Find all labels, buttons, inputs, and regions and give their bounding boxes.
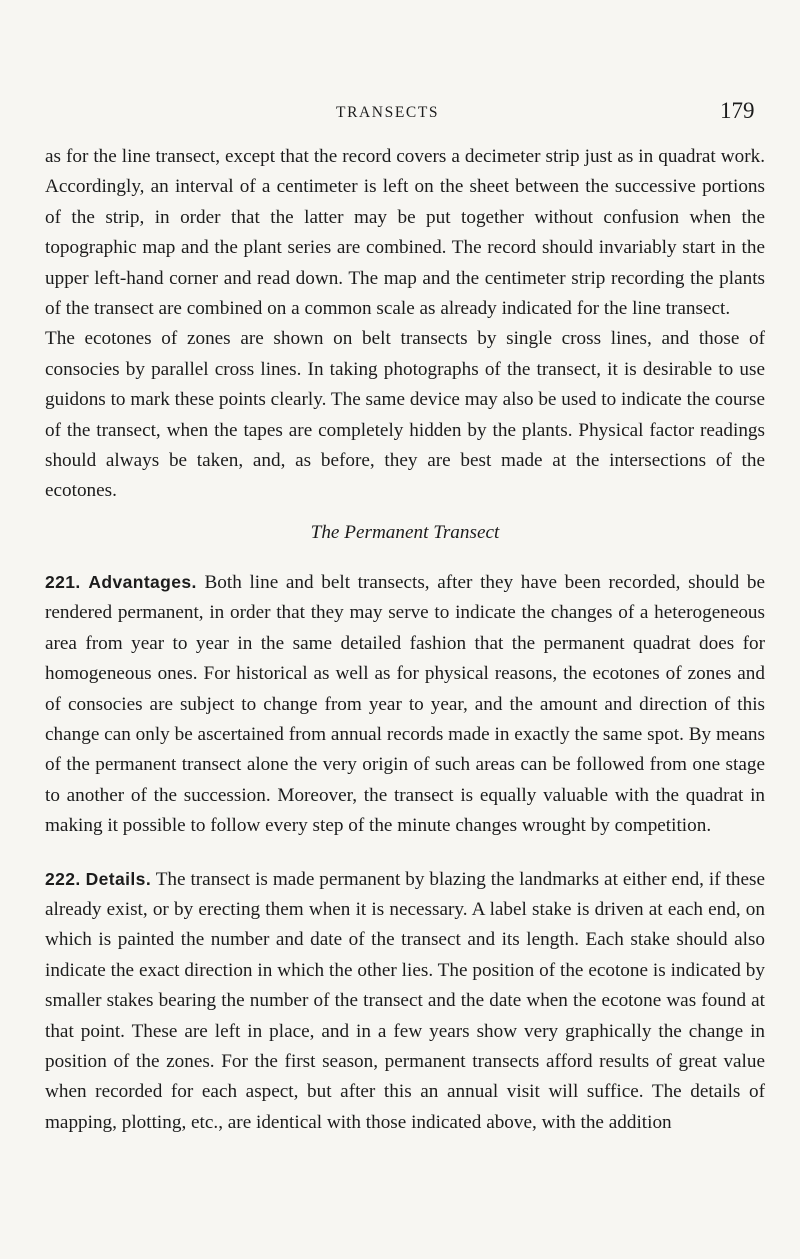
body-text (45, 142, 765, 1138)
running-title: TRANSECTS (336, 104, 440, 121)
running-head (0, 98, 800, 128)
section-222 (45, 864, 765, 1139)
section-text: The transect is made permanent by blazing the landmarks at either end, if these already exist, or by erecting them when it is necessary. A label stake is driven at each end, on which is painted the number and date of the transect and its length. Each stake should also indicate the exact direction in which the other lies. The position of the ecotone is indicated by smaller stakes bearing the number of the transect and the date when the ecotone was found at that point. These are left in place, and in a few years show very graphically the change in position of the zones. For the first season, permanent transects afford results of great value when recorded for each aspect, but after this an annual visit will suffice. The details of mapping, plotting, etc., are identical with those indicated above, with the addition (45, 868, 766, 1133)
page-number: 179 (720, 98, 755, 123)
section-number: 222. (45, 868, 81, 889)
paragraph-belt-transect-record: as for the line transect, except that the record covers a decimeter strip just as in quadrat work. Accordingly, an interval of a centimeter is left on the sheet between the successive portions of the strip, in order that the latter may be put together without confusion when the topographic map and the plant series are combined. The record should invariably start in the upper left-hand corner and read down. The map and the centimeter strip recording the plants of the transect are combined on a common scale as already indicated for the line transect. (45, 146, 765, 320)
section-label: Advantages. (88, 571, 197, 592)
paragraph-ecotones: The ecotones of zones are shown on belt transects by single cross lines, and those of consocies by parallel cross lines. In taking photographs of the transect, it is desirable to use guidons to mark these points clearly. The same device may also be used to indicate the course of the transect, when the tapes are completely hidden by the plants. Physical factor readings should always be taken, and, as before, they are best made at the intersections of the ecotones. (45, 328, 765, 502)
section-heading: The Permanent Transect (310, 521, 500, 543)
section-221 (45, 567, 765, 842)
section-number: 221. (45, 571, 81, 592)
section-text: Both line and belt transects, after they have been recorded, should be rendered permanent, in order that they may serve to indicate the changes of a heterogeneous area from year to year in the same detailed fashion that the permanent quadrat does for homogeneous ones. For historical as well as for physical reasons, the ecotones of zones and of consocies are subject to change from year to year, and the amount and direction of this change can only be ascertained from annual records made in exactly the same spot. By means of the permanent transect alone the very origin of such areas can be followed from one stage to another of the succession. Moreover, the transect is equally valuable with the quadrat in making it possible to follow every step of the minute changes wrought by competition. (45, 571, 766, 837)
section-label: Details. (85, 868, 152, 889)
